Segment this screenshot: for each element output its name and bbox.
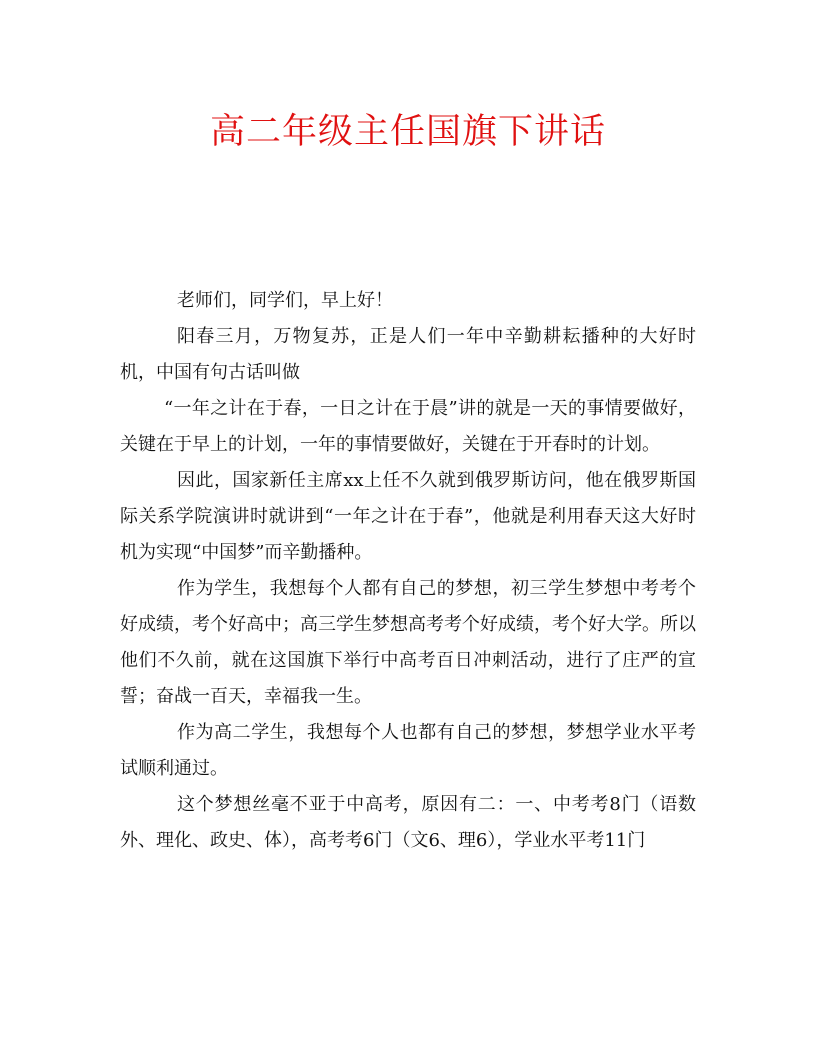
paragraph-grade-two-dreams: 作为高二学生，我想每个人也都有自己的梦想，梦想学业水平考试顺利通过。 [120,722,696,779]
paragraph-greeting: 老师们，同学们，早上好！ [177,290,393,311]
paragraph-students-dreams: 作为学生，我想每个人都有自己的梦想，初三学生梦想中考考个好成绩，考个好高中；高三学生梦想高考考个好成绩，考个好大学。所以他们不久前，就在这国旗下举行中高考百日冲刺活动，进行了庄严的宣誓；奋战一百天，幸福我一生。 [120,578,696,707]
paragraph-exam-reasons: 这个梦想丝毫不亚于中高考，原因有二：一、中考考8门（语数外、理化、政史、体），高考考6门（文6、理6），学业水平考11门 [120,794,696,851]
document-title: 高二年级主任国旗下讲话 [209,112,606,152]
paragraph-spring: 阳春三月，万物复苏，正是人们一年中辛勤耕耘播种的大好时机，中国有句古话叫做 [120,326,696,383]
paragraph-president: 因此，国家新任主席xx上任不久就到俄罗斯访问，他在俄罗斯国际关系学院演讲时就讲到“一年之计在于春”，他就是利用春天这大好时机为实现“中国梦”而辛勤播种。 [120,470,696,563]
paragraph-proverb: “一年之计在于春，一日之计在于晨”讲的就是一天的事情要做好，关键在于早上的计划，一年的事情要做好，关键在于开春时的计划。 [120,398,696,455]
document-body [120,283,696,859]
